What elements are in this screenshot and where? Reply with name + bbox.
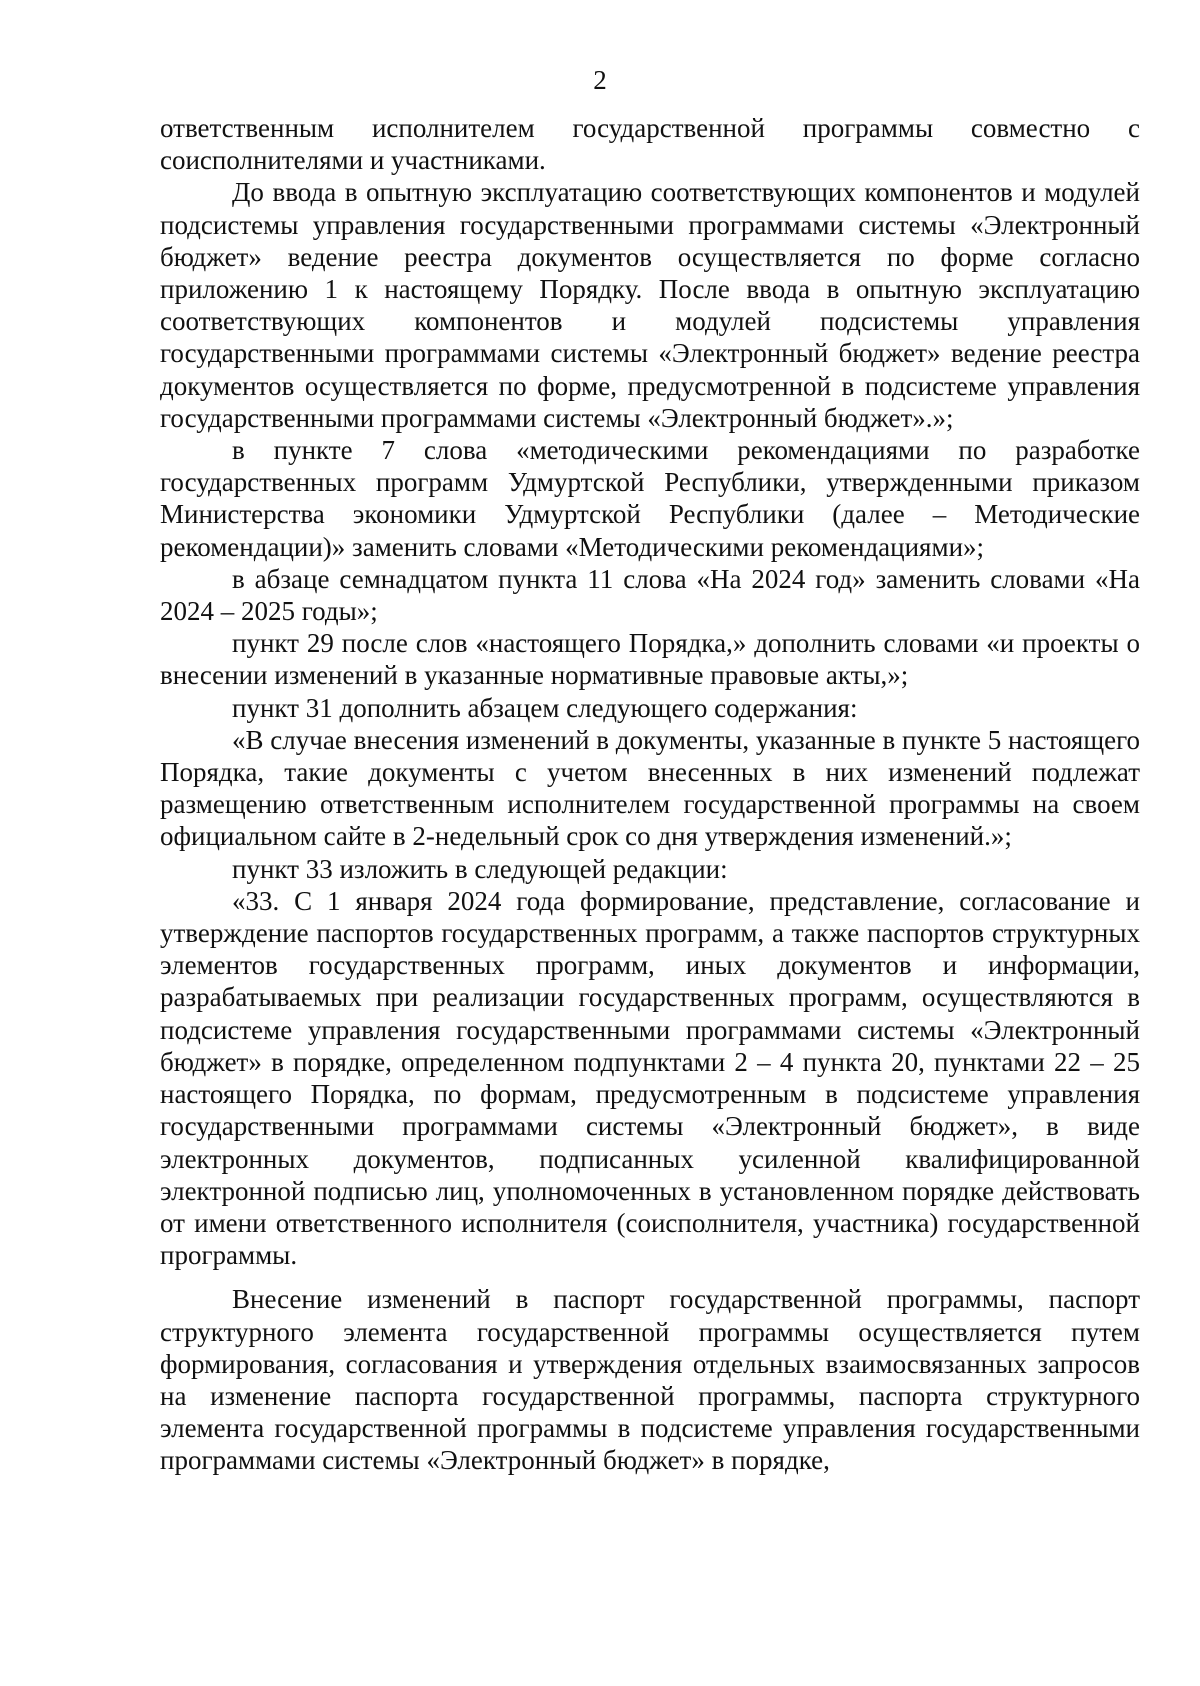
page-number: 2 (593, 65, 607, 95)
paragraph-point-31-intro: пункт 31 дополнить абзацем следующего содержания: (232, 692, 858, 723)
paragraph-point-31-text: «В случае внесения изменений в документы, указанные в пункте 5 настоящего Порядка, такие документы с учетом внесенных в них изменений подлежат размещению ответственным исполнителем государственной программы на своем официальном сайте в 2-недельный срок со дня утверждения изменений.»; (160, 724, 1140, 852)
paragraph-registry-form: До ввода в опытную эксплуатацию соответствующих компонентов и модулей подсистемы управления государственными программами системы «Электронный бюджет» ведение реестра документов осуществляется по форме согласно приложению 1 к настоящему Порядку. После ввода в опытную эксплуатацию соответствующих компонентов и модулей подсистемы управления государственными программами системы «Электронный бюджет» ведение реестра документов осуществляется по форме, предусмотренной в подсистеме управления государственными программами системы «Электронный бюджет».»; (160, 177, 1140, 433)
paragraph-continuation: ответственным исполнителем государственной программы совместно с соисполнителями и участниками. (160, 113, 1140, 176)
document-body (160, 112, 1140, 1477)
paragraph-point-7: в пункте 7 слова «методическими рекомендациями по разработке государственных программ Удмуртской Республики, утвержденными приказом Министерства экономики Удмуртской Республики (далее – Методические рекомендации)» заменить словами «Методическими рекомендациями»; (160, 435, 1140, 562)
paragraph-point-33-intro: пункт 33 изложить в следующей редакции: (232, 853, 728, 884)
paragraph-point-11: в абзаце семнадцатом пункта 11 слова «На 2024 год» заменить словами «На 2024 – 2025 годы»; (160, 563, 1140, 627)
paragraph-point-29: пункт 29 после слов «настоящего Порядка,» дополнить словами «и проекты о внесении изменений в указанные нормативные правовые акты,»; (160, 628, 1140, 691)
paragraph-passport-changes: Внесение изменений в паспорт государственной программы, паспорт структурного элемента государственной программы осуществляется путем формирования, согласования и утверждения отдельных взаимосвязанных запросов на изменение паспорта государственной программы, паспорта структурного элемента государственной программы в подсистеме управления государственными программами системы «Электронный бюджет» в порядке, (160, 1284, 1140, 1476)
paragraph-point-33-text: «33. С 1 января 2024 года формирование, представление, согласование и утверждение паспортов государственных программ, а также паспортов структурных элементов государственных программ, иных документов и информации, разрабатываемых при реализации государственных программ, осуществляются в подсистеме управления государственными программами системы «Электронный бюджет» в порядке, определенном подпунктами 2 – 4 пункта 20, пунктами 22 – 25 настоящего Порядка, по формам, предусмотренным в подсистеме управления государственными программами системы «Электронный бюджет», в виде электронных документов, подписанных усиленной квалифицированной электронной подписью лиц, уполномоченных в установленном порядке действовать от имени ответственного исполнителя (соисполнителя, участника) государственной программы. (160, 885, 1140, 1271)
